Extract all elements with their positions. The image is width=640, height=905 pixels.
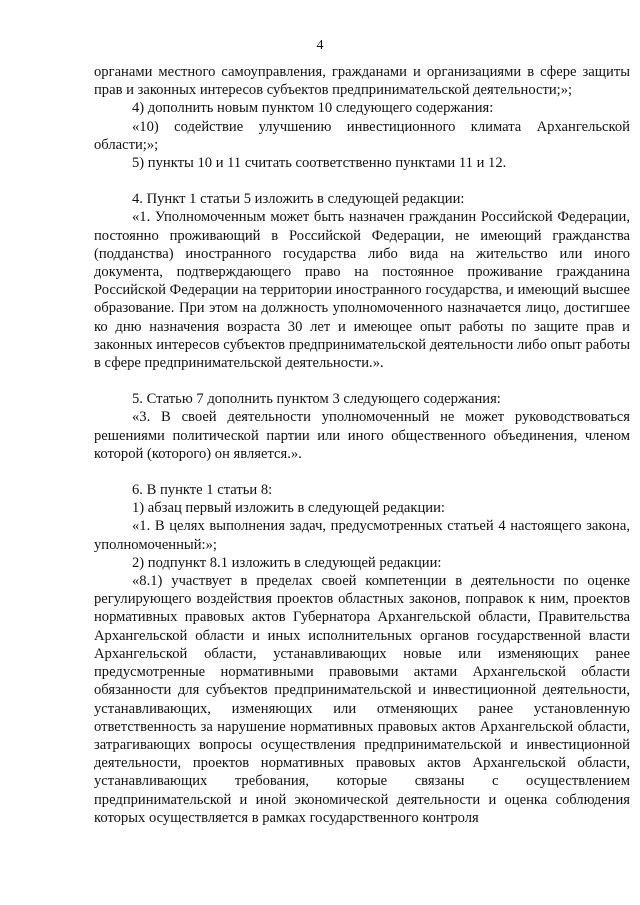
paragraph-section-6: 6. В пункте 1 статьи 8: [132,482,273,499]
spacer [94,172,630,190]
paragraph-continuation: органами местного самоуправления, гражданами и организациями в сфере защиты прав и законных интересов субъектов предпринимательской деятельности;»; [94,64,630,99]
spacer [94,463,630,481]
paragraph-item-10-text: «10) содействие улучшению инвестиционного климата Архангельской области;»; [94,118,630,153]
paragraph-section-5-text: «3. В своей деятельности уполномоченный не может руководствоваться решениями политической партии или иного общественного объединения, членом которой (которого) он является.». [94,409,630,462]
paragraph-section-6-item-2-text: «8.1) участвует в пределах своей компетенции в деятельности по оценке регулирующего воздействия проектов областных законов, поправок к ним, проектов нормативных правовых актов Губернатора Архангельской области, Правительства Архангельской области и иных исполнительных органов государственной власти Архангельской области, устанавливающих новые или изменяющих ранее предусмотренные нормативными правовыми актами Архангельской области обязанности для субъектов предпринимательской и инвестиционной деятельности, устанавливающих, изменяющих или отменяющих ранее установленную ответственность за нарушение нормативных правовых актов Архангельской области, затрагивающих вопросы осуществления предпринимательской и инвестиционной деятельности, проектов нормативных правовых актов Архангельской области, устанавливающих требования, которые связаны с осуществлением предпринимательской и иной экономической деятельности и оценка соблюдения которых осуществляется в рамках государственного контроля [94,573,630,826]
page-number: 4 [316,38,324,53]
paragraph-item-5: 5) пункты 10 и 11 считать соответственно пунктами 11 и 12. [132,155,507,172]
paragraph-section-6-item-2: 2) подпункт 8.1 изложить в следующей редакции: [132,554,442,571]
paragraph-section-4: 4. Пункт 1 статьи 5 изложить в следующей редакции: [132,191,465,208]
paragraph-section-5: 5. Статью 7 дополнить пунктом 3 следующего содержания: [132,391,501,408]
paragraph-section-6-item-1-text: «1. В целях выполнения задач, предусмотренных статьей 4 настоящего закона, уполномоченный:»; [94,518,630,553]
spacer [94,372,630,390]
paragraph-item-4: 4) дополнить новым пунктом 10 следующего содержания: [132,100,494,117]
document-body [94,63,630,827]
paragraph-section-4-text: «1. Уполномоченным может быть назначен гражданин Российской Федерации, постоянно проживающий в Российской Федерации, не имеющий гражданства (подданства) иностранного государства либо вида на жительство или иного документа, подтверждающего право на постоянное проживание гражданина Российской Федерации на территории иностранного государства, и имеющий высшее образование. При этом на должность уполномоченного назначается лицо, достигшее ко дню назначения возраста 30 лет и имеющее опыт работы по защите прав и законных интересов субъектов предпринимательской деятельности либо опыт работы в сфере предпринимательской деятельности.». [94,209,630,372]
paragraph-section-6-item-1: 1) абзац первый изложить в следующей редакции: [132,500,445,517]
